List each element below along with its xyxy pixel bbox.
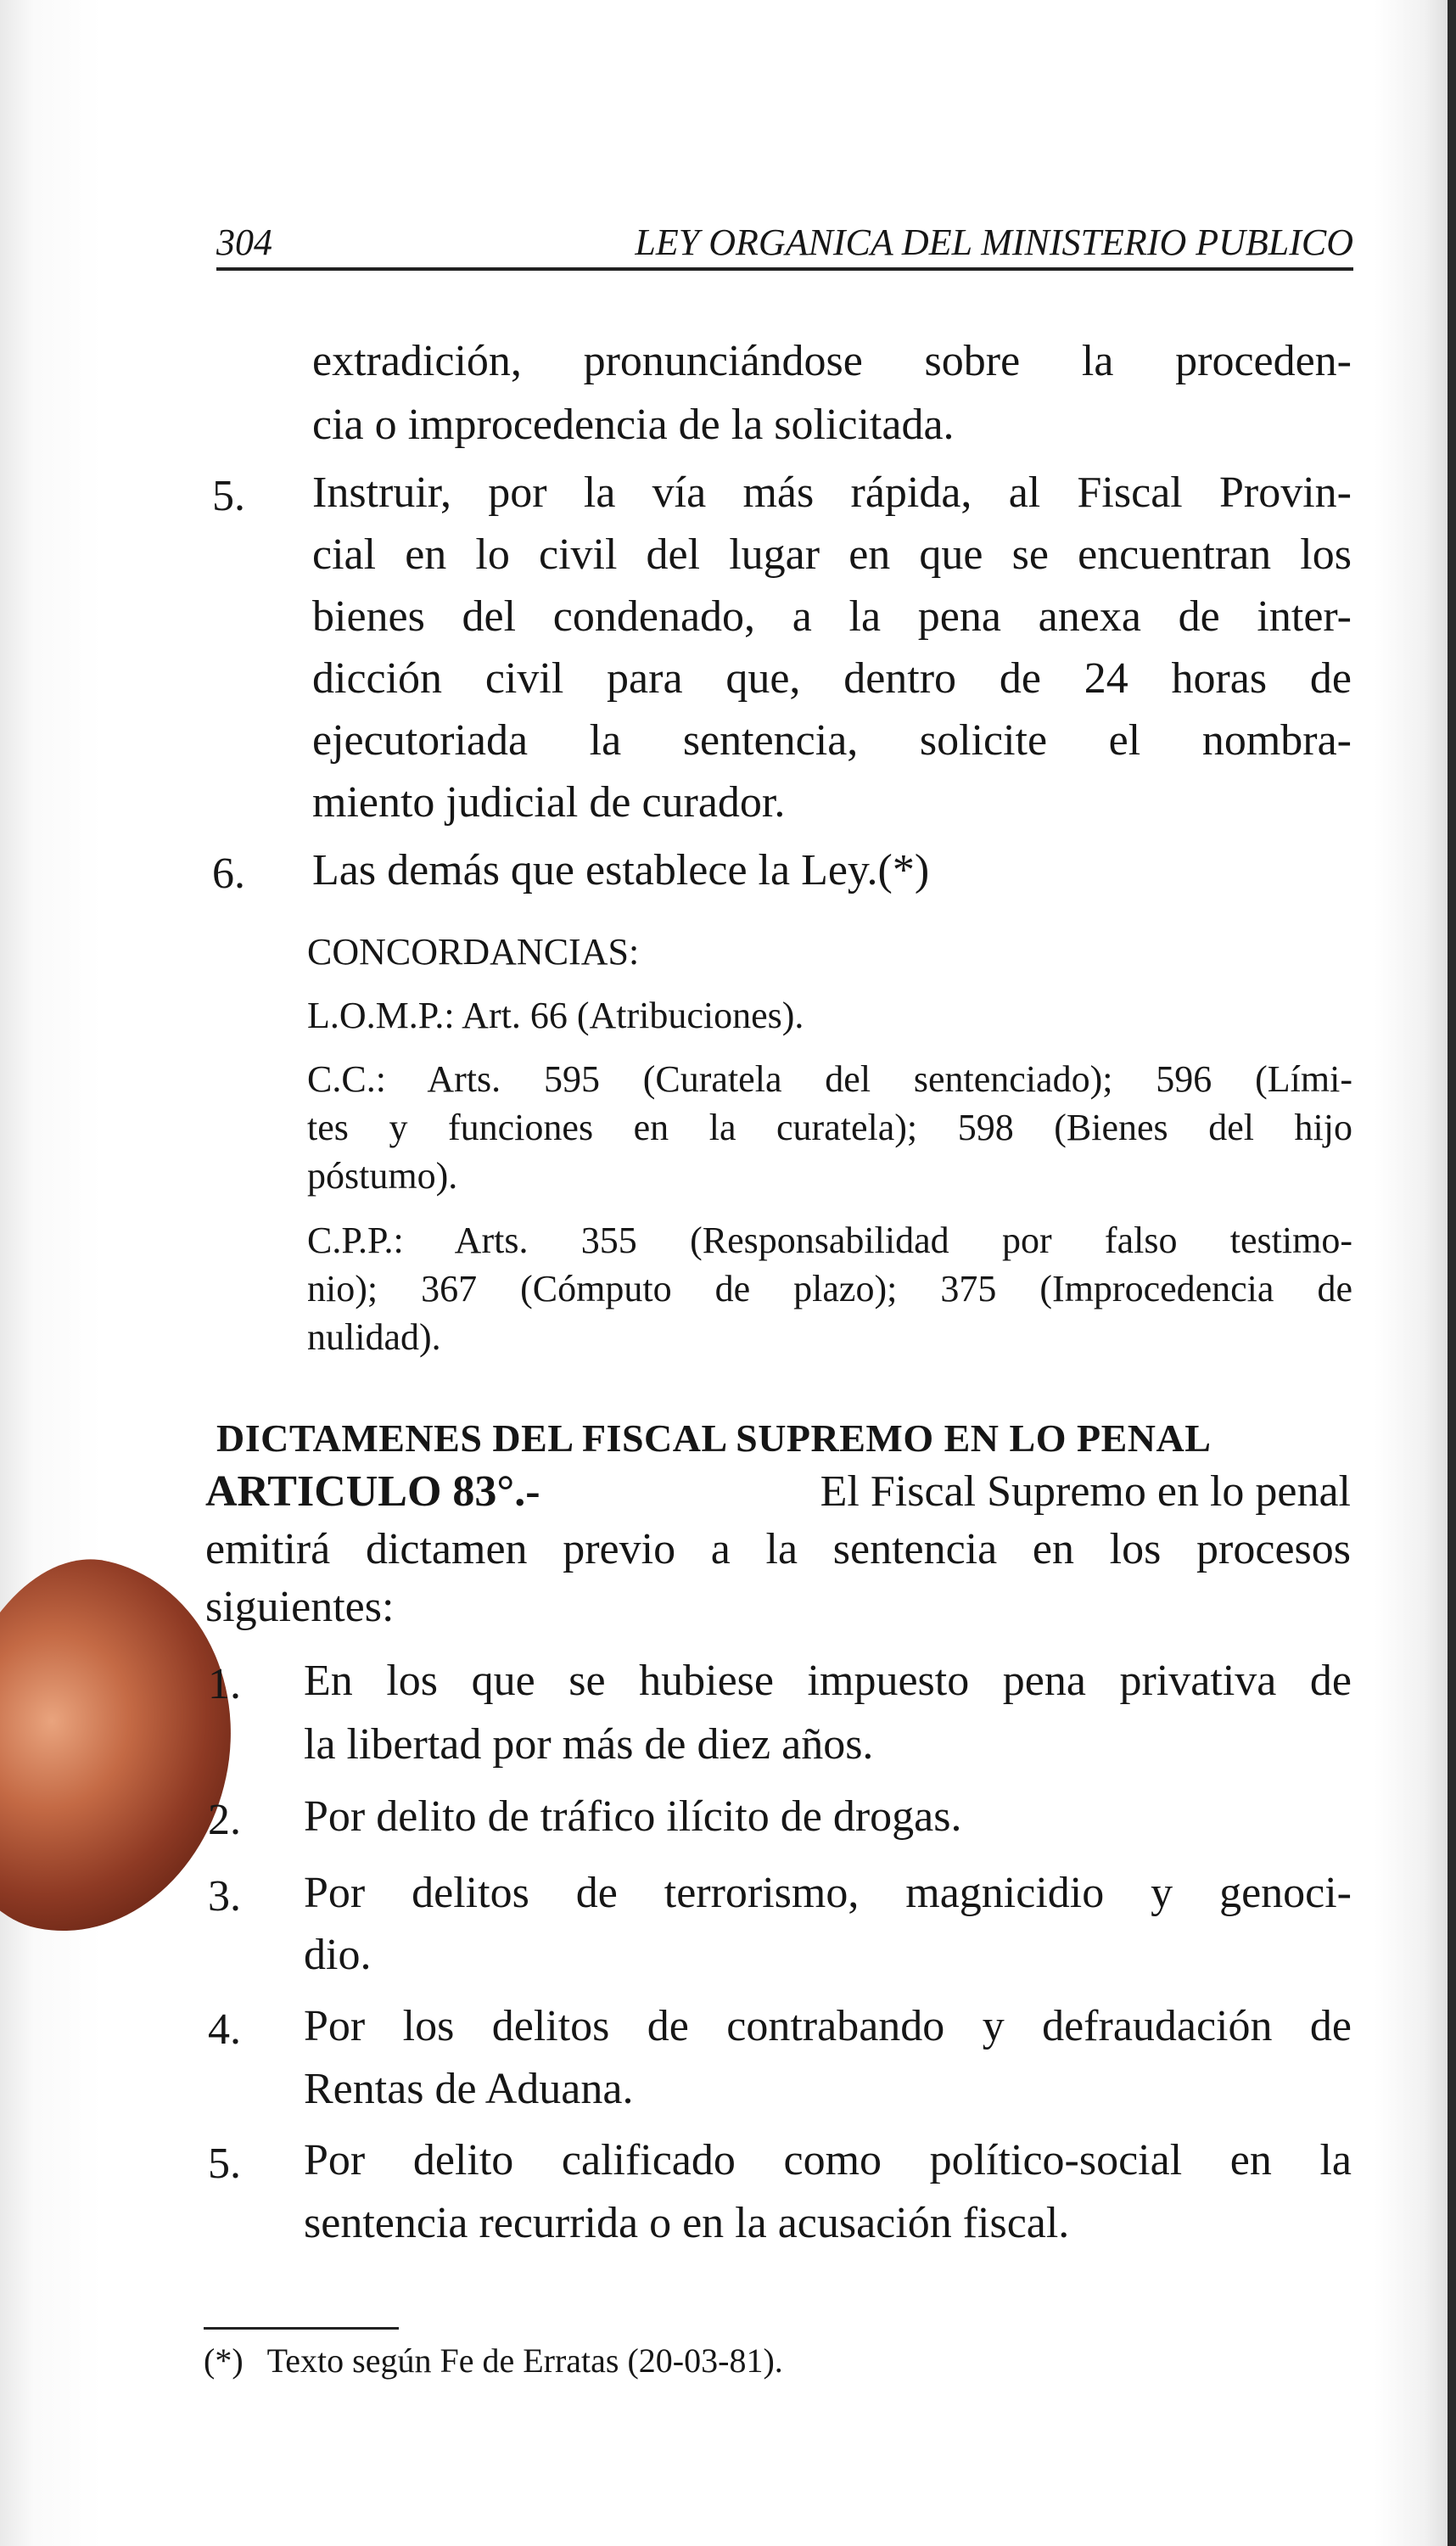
concordancia-entry: póstumo).: [307, 1155, 458, 1197]
concordancia-entry: tes y funciones en la curatela); 598 (Bienes del hijo: [307, 1107, 1352, 1148]
continuation-line: extradición, pronunciándose sobre la proceden-: [312, 337, 1352, 385]
list-item-line: sentencia recurrida o en la acusación fiscal.: [304, 2199, 1070, 2247]
running-header: [216, 216, 1353, 271]
list-number: 3.: [208, 1872, 241, 1921]
concordancia-entry: L.O.M.P.: Art. 66 (Atribuciones).: [307, 995, 804, 1036]
list-item-line: Las demás que establece la Ley.(*): [312, 846, 930, 894]
list-item-line: la libertad por más de diez años.: [304, 1720, 874, 1769]
list-item-line: Rentas de Aduana.: [304, 2065, 634, 2113]
list-number: 5.: [212, 472, 245, 520]
list-item-line: bienes del condenado, a la pena anexa de inter-: [312, 592, 1352, 641]
footnote: [204, 2341, 783, 2381]
article-text: El Fiscal Supremo en lo penal: [820, 1467, 1351, 1516]
concordancia-entry: C.P.P.: Arts. 355 (Responsabilidad por falso testimo-: [307, 1220, 1352, 1261]
footnote-text: Texto según Fe de Erratas (20-03-81).: [266, 2341, 783, 2380]
article-text: emitirá dictamen previo a la sentencia en los procesos: [205, 1525, 1351, 1573]
list-item-line: Por delito de tráfico ilícito de drogas.: [304, 1792, 962, 1841]
list-item-line: ejecutoriada la sentencia, solicite el nombra-: [312, 716, 1352, 765]
list-number: 2.: [208, 1796, 241, 1844]
concordancia-entry: nulidad).: [307, 1316, 441, 1358]
section-heading: DICTAMENES DEL FISCAL SUPREMO EN LO PENAL: [216, 1416, 1212, 1460]
list-number: 5.: [208, 2139, 241, 2188]
page-number: 304: [216, 222, 272, 263]
list-number: 1.: [208, 1660, 241, 1708]
list-item-line: Por los delitos de contrabando y defraudación de: [304, 2002, 1352, 2050]
article-label: ARTICULO 83°.-: [205, 1467, 540, 1516]
list-number: 6.: [212, 850, 245, 898]
continuation-line: cia o improcedencia de la solicitada.: [312, 401, 955, 449]
running-title: LEY ORGANICA DEL MINISTERIO PUBLICO: [635, 222, 1353, 263]
list-number: 4.: [208, 2005, 241, 2054]
list-item-line: cial en lo civil del lugar en que se encuentran los: [312, 530, 1352, 579]
footnote-mark: (*): [204, 2341, 244, 2380]
list-item-line: Por delito calificado como político-social en la: [304, 2136, 1352, 2184]
list-item-line: dio.: [304, 1931, 372, 1979]
list-item-line: dicción civil para que, dentro de 24 horas de: [312, 654, 1352, 703]
article-first-line: [205, 1467, 1351, 1516]
list-item-line: En los que se hubiese impuesto pena privativa de: [304, 1657, 1352, 1705]
list-item-line: Instruir, por la vía más rápida, al Fiscal Provin-: [312, 468, 1352, 517]
article-text: siguientes:: [205, 1583, 395, 1631]
concordancias-title: CONCORDANCIAS:: [307, 931, 640, 973]
list-item-line: Por delitos de terrorismo, magnicidio y genoci-: [304, 1869, 1352, 1917]
concordancia-entry: nio); 367 (Cómputo de plazo); 375 (Improcedencia de: [307, 1268, 1352, 1309]
concordancia-entry: C.C.: Arts. 595 (Curatela del sentenciado); 596 (Lími-: [307, 1058, 1352, 1100]
list-item-line: miento judicial de curador.: [312, 778, 786, 827]
page-edge-shadow: [1448, 0, 1456, 2546]
footnote-rule: [204, 2327, 399, 2330]
